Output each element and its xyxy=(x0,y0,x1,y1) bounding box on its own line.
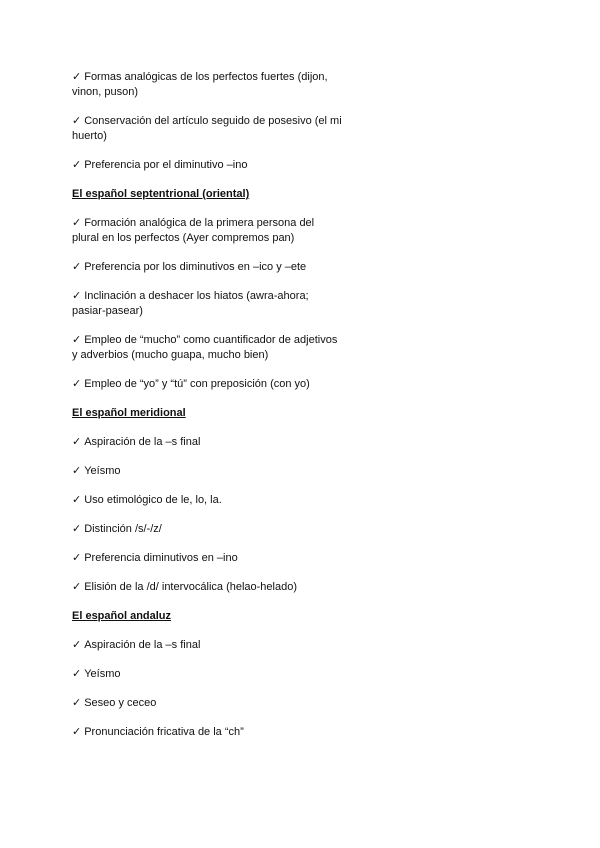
list-item xyxy=(72,580,342,595)
list-item xyxy=(72,696,342,711)
list-item-text: Preferencia por los diminutivos en –ico y –ete xyxy=(84,261,307,273)
list-item xyxy=(72,725,342,740)
checkmark-icon: ✓ xyxy=(72,494,82,506)
list-item-text: Elisión de la /d/ intervocálica (helao-helado) xyxy=(84,581,298,593)
list-item-text: Distinción /s/-/z/ xyxy=(84,523,162,535)
list-item-text: Yeísmo xyxy=(84,668,121,680)
list-item-text: Empleo de “mucho” como cuantificador de adjetivos y adverbios (mucho guapa, mucho bien) xyxy=(72,334,338,361)
list-item xyxy=(72,435,342,450)
list-item xyxy=(72,667,342,682)
checkmark-icon: ✓ xyxy=(72,523,82,535)
list-item-text: Yeísmo xyxy=(84,465,121,477)
list-item-text: Preferencia diminutivos en –ino xyxy=(84,552,238,564)
checkmark-icon: ✓ xyxy=(72,581,82,593)
list-item xyxy=(72,333,342,363)
list-item xyxy=(72,551,342,566)
list-item xyxy=(72,216,342,246)
list-item-text: Formación analógica de la primera persona del plural en los perfectos (Ayer compremos pan) xyxy=(72,217,315,244)
checkmark-icon: ✓ xyxy=(72,436,82,448)
list-item-text: Pronunciación fricativa de la “ch” xyxy=(84,726,244,738)
list-item-text: Conservación del artículo seguido de posesivo (el mi huerto) xyxy=(72,115,342,142)
checkmark-icon: ✓ xyxy=(72,115,82,127)
list-item xyxy=(72,493,342,508)
list-item xyxy=(72,522,342,537)
list-item xyxy=(72,464,342,479)
checkmark-icon: ✓ xyxy=(72,217,82,229)
list-item-text: Seseo y ceceo xyxy=(84,697,157,709)
list-item-text: Uso etimológico de le, lo, la. xyxy=(84,494,222,506)
list-item xyxy=(72,70,342,100)
document-page xyxy=(72,70,342,754)
list-item xyxy=(72,158,342,173)
list-item xyxy=(72,377,342,392)
list-item-text: Aspiración de la –s final xyxy=(84,639,201,651)
list-item xyxy=(72,260,342,275)
section-heading: El español septentrional (oriental) xyxy=(72,188,250,200)
checkmark-icon: ✓ xyxy=(72,465,82,477)
list-item xyxy=(72,289,342,319)
checkmark-icon: ✓ xyxy=(72,334,82,346)
list-item-text: Aspiración de la –s final xyxy=(84,436,201,448)
checkmark-icon: ✓ xyxy=(72,639,82,651)
list-item-text: Empleo de “yo” y “tú” con preposición (con yo) xyxy=(84,378,310,390)
list-item xyxy=(72,638,342,653)
section-heading: El español meridional xyxy=(72,407,186,419)
section-heading: El español andaluz xyxy=(72,610,172,622)
checkmark-icon: ✓ xyxy=(72,697,82,709)
checkmark-icon: ✓ xyxy=(72,71,82,83)
list-item xyxy=(72,114,342,144)
checkmark-icon: ✓ xyxy=(72,159,82,171)
checkmark-icon: ✓ xyxy=(72,668,82,680)
checkmark-icon: ✓ xyxy=(72,726,82,738)
list-item-text: Inclinación a deshacer los hiatos (awra-ahora; pasiar-pasear) xyxy=(72,290,309,317)
checkmark-icon: ✓ xyxy=(72,378,82,390)
list-item-text: Formas analógicas de los perfectos fuertes (dijon, vinon, puson) xyxy=(72,71,328,98)
checkmark-icon: ✓ xyxy=(72,290,82,302)
checkmark-icon: ✓ xyxy=(72,261,82,273)
checkmark-icon: ✓ xyxy=(72,552,82,564)
list-item-text: Preferencia por el diminutivo –ino xyxy=(84,159,248,171)
